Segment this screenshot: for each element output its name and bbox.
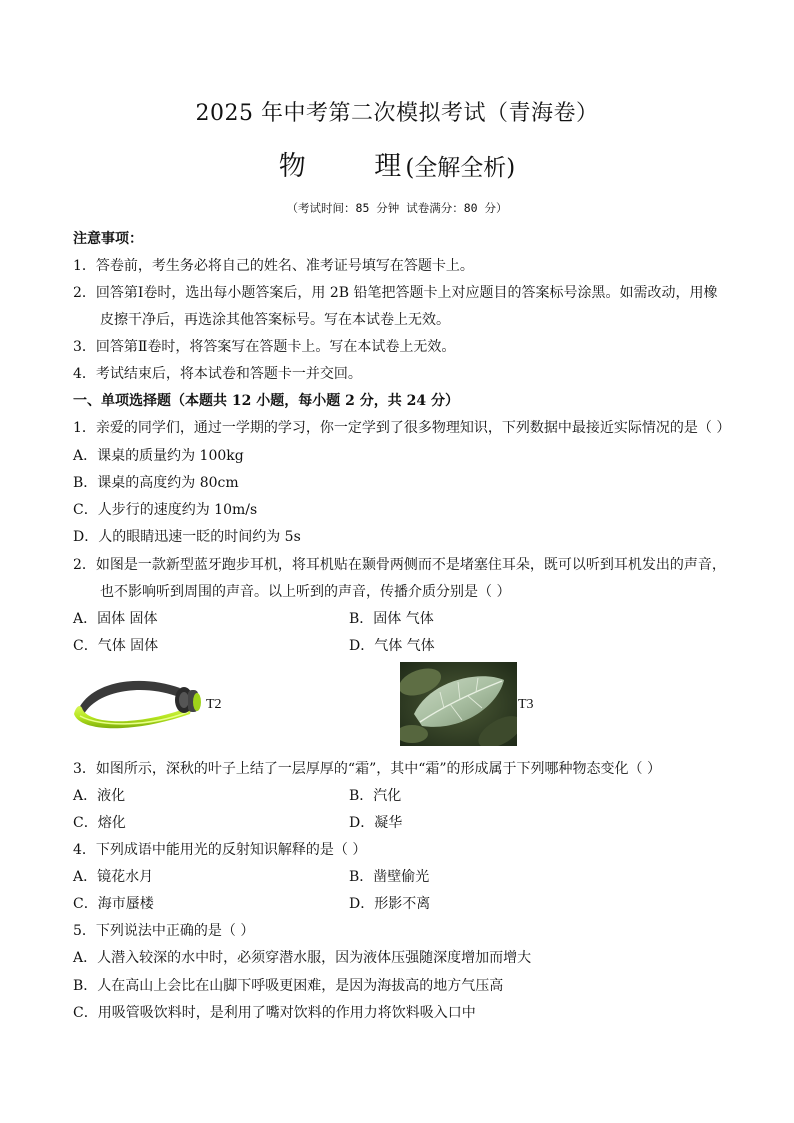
option-c: C．人步行的速度约为 10m/s xyxy=(73,502,258,518)
option-a: A．课桌的质量约为 100kg xyxy=(73,448,244,464)
option-b: B．固体 气体 xyxy=(349,611,434,627)
notice-item: 4．考试结束后，将本试卷和答题卡一并交回。 xyxy=(73,366,362,382)
option-d: D．凝华 xyxy=(349,815,403,831)
option-b: B．凿壁偷光 xyxy=(349,869,430,885)
question-stem: 2．如图是一款新型蓝牙跑步耳机，将耳机贴在颞骨两侧而不是堵塞住耳朵，既可以听到耳机发出的声音， xyxy=(73,557,726,573)
question-stem: 5．下列说法中正确的是（ ） xyxy=(73,923,255,939)
option-d: D．气体 气体 xyxy=(349,638,435,654)
option-a: A．镜花水月 xyxy=(73,869,154,885)
section-heading: 一、单项选择题（本题共 12 小题，每小题 2 分，共 24 分） xyxy=(73,393,459,409)
notice-item: 2．回答第Ⅰ卷时，选出每小题答案后，用 2B 铅笔把答题卡上对应题目的答案标号涂黑。如需改动，用橡 xyxy=(73,285,718,301)
option-a: A．液化 xyxy=(73,788,126,804)
notice-item-continued: 皮擦干净后，再选涂其他答案标号。写在本试卷上无效。 xyxy=(100,312,450,328)
option-a: A．人潜入较深的水中时，必须穿潜水服，因为液体压强随深度增加而增大 xyxy=(73,950,532,966)
option-c: C．用吸管吸饮料时，是利用了嘴对饮料的作用力将饮料吸入口中 xyxy=(73,1005,476,1021)
option-a: A．固体 固体 xyxy=(73,611,158,627)
option-b: B．人在高山上会比在山脚下呼吸更困难，是因为海拔高的地方气压高 xyxy=(73,978,504,994)
figure-label-t3: T3 xyxy=(518,697,534,712)
subject-name: 物 理 xyxy=(278,151,432,182)
option-c: C．气体 固体 xyxy=(73,638,159,654)
option-c: C．熔化 xyxy=(73,815,126,831)
question-stem-continued: 也不影响听到周围的声音。以上听到的声音，传播介质分别是（ ） xyxy=(100,584,511,600)
option-b: B．课桌的高度约为 80cm xyxy=(73,475,239,491)
figure-label-t2: T2 xyxy=(206,697,222,712)
notice-item: 1．答卷前，考生务必将自己的姓名、准考证号填写在答题卡上。 xyxy=(73,258,474,274)
question-stem: 3．如图所示，深秋的叶子上结了一层厚厚的“霜”，其中“霜”的形成属于下列哪种物态变化（ ） xyxy=(73,761,661,777)
frosted-leaf-image xyxy=(400,662,517,746)
headphone-image xyxy=(72,668,204,738)
subject-heading xyxy=(0,144,794,183)
question-stem: 4．下列成语中能用光的反射知识解释的是（ ） xyxy=(73,842,367,858)
subject-subtitle: (全解全析) xyxy=(405,155,516,181)
exam-title: 2025 年中考第二次模拟考试（青海卷） xyxy=(195,101,599,126)
option-c: C．海市蜃楼 xyxy=(73,896,154,912)
question-stem: 1．亲爱的同学们，通过一学期的学习，你一定学到了很多物理知识，下列数据中最接近实际情况的是（ ） xyxy=(73,420,731,436)
exam-info: （考试时间：85 分钟 试卷满分：80 分） xyxy=(286,201,508,215)
option-d: D．形影不离 xyxy=(349,896,431,912)
option-b: B．汽化 xyxy=(349,788,402,804)
notice-heading: 注意事项： xyxy=(73,231,143,247)
option-d: D．人的眼睛迅速一眨的时间约为 5s xyxy=(73,529,301,545)
notice-item: 3．回答第Ⅱ卷时，将答案写在答题卡上。写在本试卷上无效。 xyxy=(73,339,456,355)
